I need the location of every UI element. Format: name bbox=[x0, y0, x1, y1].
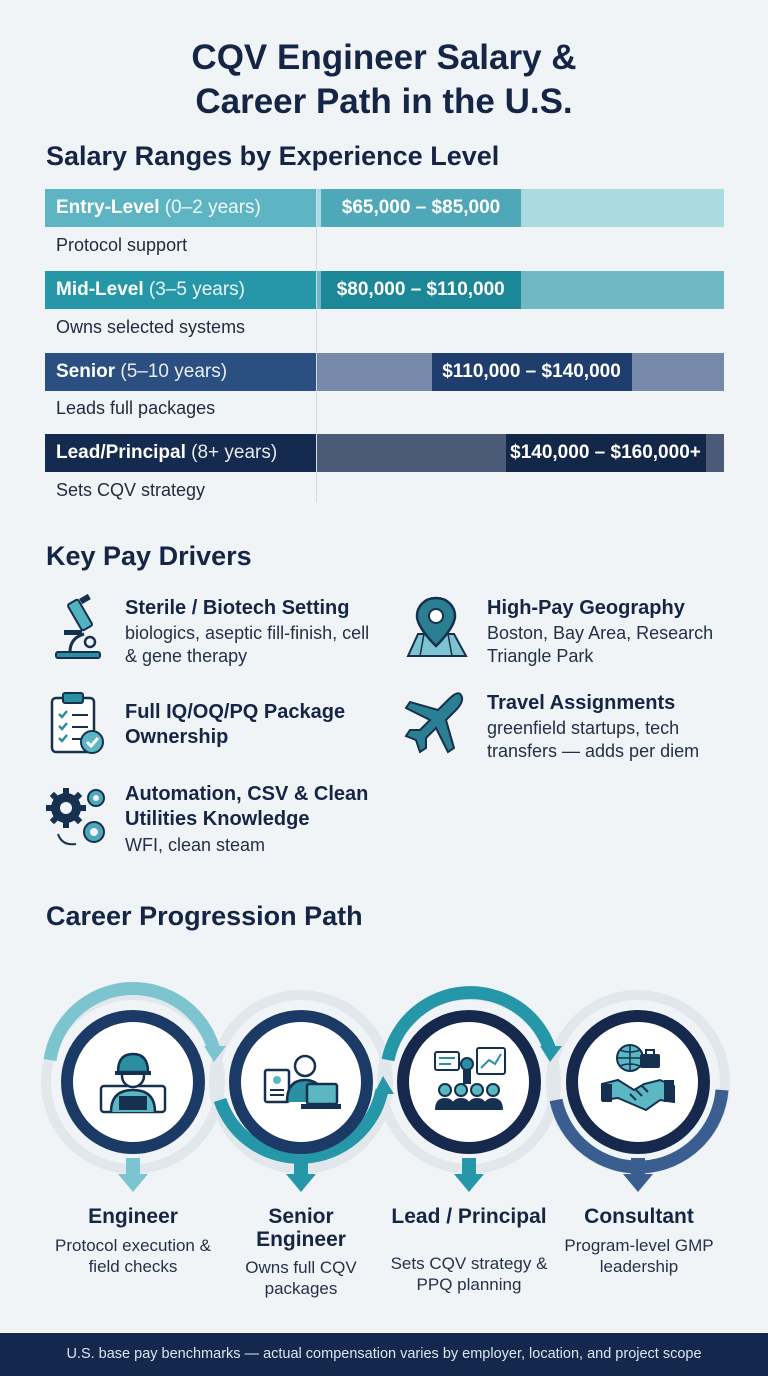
salary-level-label-0 bbox=[45, 189, 316, 227]
stage-desc-lead: Sets CQV strategy & PPQ planning bbox=[390, 1254, 548, 1294]
stage-desc-engineer: Protocol execution & field checks bbox=[55, 1236, 211, 1276]
driver-title-geography: High-Pay Geography bbox=[487, 597, 685, 619]
stem-4 bbox=[631, 1158, 645, 1176]
salary-band-3 bbox=[45, 434, 724, 472]
stem-1-arrow bbox=[118, 1174, 148, 1192]
salary-level-name: Entry-Level bbox=[56, 197, 160, 218]
salary-level-desc-0: Protocol support bbox=[56, 235, 188, 255]
stem-3-arrow bbox=[454, 1174, 484, 1192]
stage-title-consultant: Consultant bbox=[584, 1205, 694, 1228]
salary-level-desc-2: Leads full packages bbox=[56, 398, 216, 418]
map-pin-icon bbox=[402, 594, 470, 660]
drivers-heading: Key Pay Drivers bbox=[46, 541, 252, 571]
driver-desc-automation: WFI, clean steam bbox=[125, 835, 266, 855]
salary-level-name: Mid-Level bbox=[56, 279, 144, 300]
salary-range-pill-3: $140,000 – $160,000+ bbox=[506, 434, 706, 472]
salary-band-0 bbox=[45, 189, 724, 227]
salary-level-years: (0–2 years) bbox=[164, 197, 261, 218]
stage-desc-senior: Owns full CQV packages bbox=[245, 1258, 357, 1298]
salary-level-years: (3–5 years) bbox=[148, 279, 246, 300]
driver-title-package: Full IQ/OQ/PQ Package Ownership bbox=[125, 701, 346, 748]
salary-level-label-2 bbox=[45, 353, 316, 391]
stem-1 bbox=[126, 1158, 140, 1176]
stage-title-lead: Lead / Principal bbox=[391, 1205, 547, 1228]
stem-3 bbox=[462, 1158, 476, 1176]
airplane-icon bbox=[404, 690, 468, 754]
driver-desc-geography: Boston, Bay Area, Research Triangle Park bbox=[487, 623, 714, 666]
stage-desc-consultant: Program-level GMP leadership bbox=[564, 1236, 714, 1276]
career-heading: Career Progression Path bbox=[46, 901, 363, 931]
salary-range-pill-0: $65,000 – $85,000 bbox=[321, 189, 521, 227]
ring-4 bbox=[572, 1016, 704, 1148]
driver-desc-travel: greenfield startups, tech transfers — adds per diem bbox=[487, 718, 700, 761]
driver-title-automation: Automation, CSV & Clean Utilities Knowledge bbox=[125, 783, 369, 830]
stem-4-arrow bbox=[623, 1174, 653, 1192]
salary-level-desc-1: Owns selected systems bbox=[56, 317, 246, 337]
clipboard-check-icon bbox=[48, 690, 106, 756]
salary-heading: Salary Ranges by Experience Level bbox=[46, 141, 500, 171]
stage-title-senior: Senior Engineer bbox=[256, 1205, 346, 1251]
page-title bbox=[0, 36, 768, 124]
driver-title-biotech: Sterile / Biotech Setting bbox=[125, 597, 350, 619]
salary-level-desc-3: Sets CQV strategy bbox=[56, 480, 206, 500]
title-line-1: CQV Engineer Salary & bbox=[191, 38, 577, 77]
salary-level-years: (5–10 years) bbox=[120, 361, 228, 382]
driver-title-travel: Travel Assignments bbox=[487, 692, 676, 714]
salary-band-2 bbox=[45, 353, 724, 391]
salary-level-name: Senior bbox=[56, 361, 116, 382]
gears-icon bbox=[44, 784, 112, 852]
footer-note: U.S. base pay benchmarks — actual compensation varies by employer, location, and project scope bbox=[0, 1333, 768, 1376]
salary-level-years: (8+ years) bbox=[191, 442, 278, 463]
stem-2-arrow bbox=[286, 1174, 316, 1192]
salary-range-pill-1: $80,000 – $110,000 bbox=[321, 271, 521, 309]
driver-desc-biotech: biologics, aseptic fill-finish, cell & gene therapy bbox=[125, 623, 370, 666]
stem-2 bbox=[294, 1158, 308, 1176]
career-path-diagram bbox=[0, 960, 768, 1200]
salary-range-pill-2: $110,000 – $140,000 bbox=[432, 353, 632, 391]
microscope-icon bbox=[50, 594, 106, 662]
stage-title-engineer: Engineer bbox=[88, 1205, 178, 1228]
salary-band-1 bbox=[45, 271, 724, 309]
title-line-2: Career Path in the U.S. bbox=[195, 82, 573, 121]
salary-level-name: Lead/Principal bbox=[56, 442, 186, 463]
salary-level-label-1 bbox=[45, 271, 316, 309]
salary-level-label-3 bbox=[45, 434, 316, 472]
